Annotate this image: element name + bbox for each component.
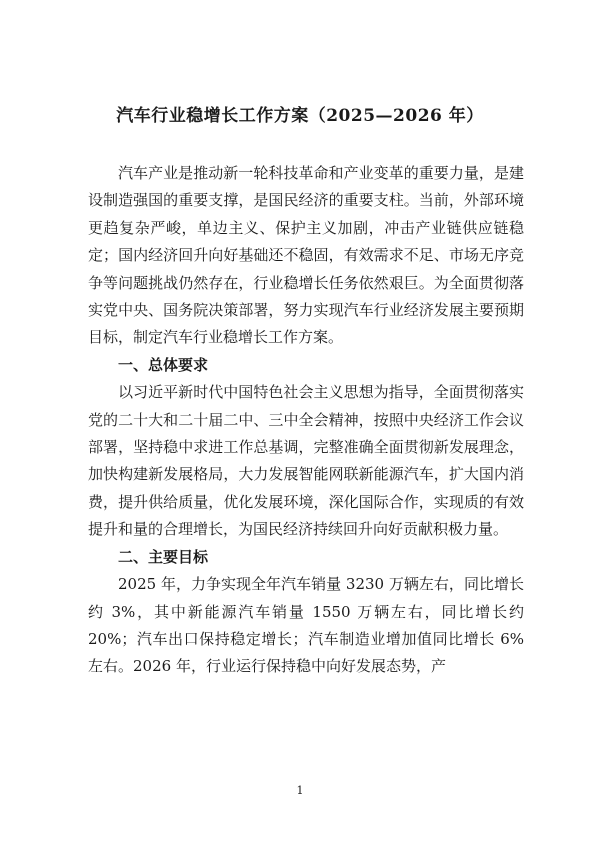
intro-paragraph: 汽车产业是推动新一轮科技革命和产业变革的重要力量，是建设制造强国的重要支撑，是国民经济的重要支柱。当前，外部环境更趋复杂严峻，单边主义、保护主义加剧，冲击产业链供应链稳定；国内经济回升向好基础还不稳固，有效需求不足、市场无序竞争等问题挑战仍然存在，行业稳增长任务依然艰巨。为全面贯彻落实党中央、国务院决策部署，努力实现汽车行业经济发展主要预期目标，制定汽车行业稳增长工作方案。 bbox=[88, 164, 524, 347]
general-requirements-paragraph: 以习近平新时代中国特色社会主义思想为指导，全面贯彻落实党的二十大和二十届二中、三中全会精神，按照中央经济工作会议部署，坚持稳中求进工作总基调，完整准确全面贯彻新发展理念，加快构建新发展格局，大力发展智能网联新能源汽车，扩大国内消费，提升供给质量，优化发展环境，深化国际合作，实现质的有效提升和量的合理增长，为国民经济持续回升向好贡献积极力量。 bbox=[88, 383, 524, 539]
section-heading-general-requirements: 一、总体要求 bbox=[118, 355, 209, 374]
document-body bbox=[88, 160, 524, 681]
main-targets-paragraph: 2025 年，力争实现全年汽车销量 3230 万辆左右，同比增长约 3%，其中新能源汽车销量 1550 万辆左右，同比增长约 20%；汽车出口保持稳定增长；汽车制造业增加值同比增长 6%左右。2026 年，行业运行保持稳中向好发展态势，产 bbox=[88, 575, 524, 676]
page-number: 1 bbox=[296, 784, 304, 797]
document-title: 汽车行业稳增长工作方案（2025—2026 年） bbox=[116, 106, 484, 126]
section-heading-main-targets: 二、主要目标 bbox=[118, 547, 209, 566]
